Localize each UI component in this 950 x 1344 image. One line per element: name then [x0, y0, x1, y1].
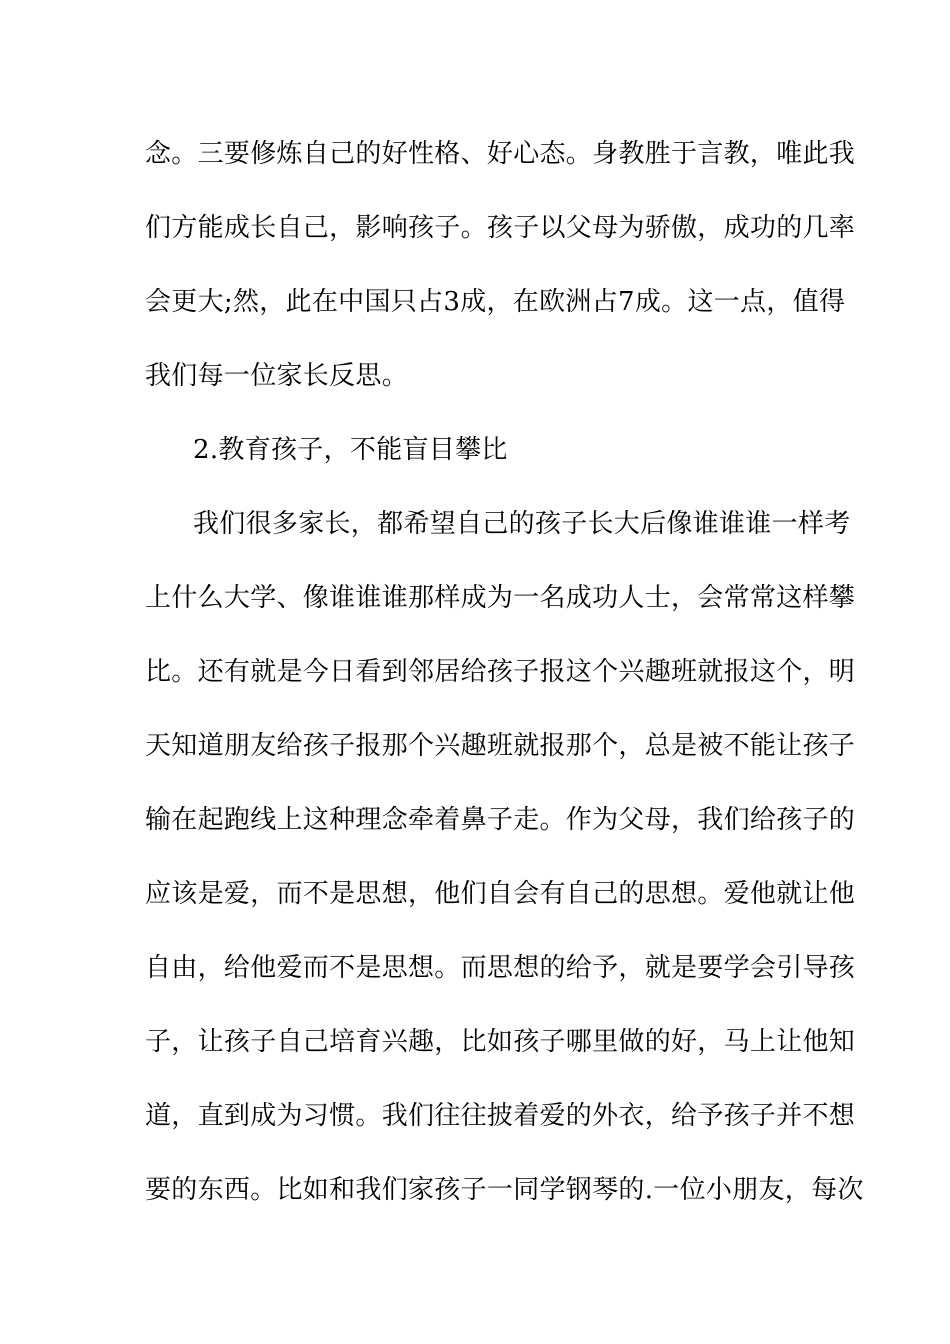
text-line: 我们每一位家长反思。	[145, 361, 409, 391]
text-line: 要的东西。比如和我们家孩子一同学钢琴的.一位小朋友，每次	[145, 1175, 864, 1205]
text-line: 天知道朋友给孩子报那个兴趣班就报那个，总是被不能让孩子	[145, 731, 856, 761]
text-line: 道，直到成为习惯。我们往往披着爱的外衣，给予孩子并不想	[145, 1101, 856, 1131]
text-line: 子，让孩子自己培育兴趣，比如孩子哪里做的好，马上让他知	[145, 1027, 856, 1057]
text-line: 上什么大学、像谁谁谁那样成为一名成功人士，会常常这样攀	[145, 583, 856, 613]
paragraph-first-line: 我们很多家长，都希望自己的孩子长大后像谁谁谁一样考	[193, 509, 851, 539]
text-line: 应该是爱，而不是思想，他们自会有自己的思想。爱他就让他	[145, 879, 856, 909]
section-heading: 2.教育孩子，不能盲目攀比	[193, 435, 508, 465]
text-line: 会更大;然，此在中国只占3成，在欧洲占7成。这一点，值得	[145, 287, 846, 317]
text-line: 念。三要修炼自己的好性格、好心态。身教胜于言教，唯此我	[145, 139, 856, 169]
text-line: 自由，给他爱而不是思想。而思想的给予，就是要学会引导孩	[145, 953, 856, 983]
text-line: 们方能成长自己，影响孩子。孩子以父母为骄傲，成功的几率	[145, 213, 856, 243]
text-line: 输在起跑线上这种理念牵着鼻子走。作为父母，我们给孩子的	[145, 805, 856, 835]
text-line: 比。还有就是今日看到邻居给孩子报这个兴趣班就报这个，明	[145, 657, 856, 687]
